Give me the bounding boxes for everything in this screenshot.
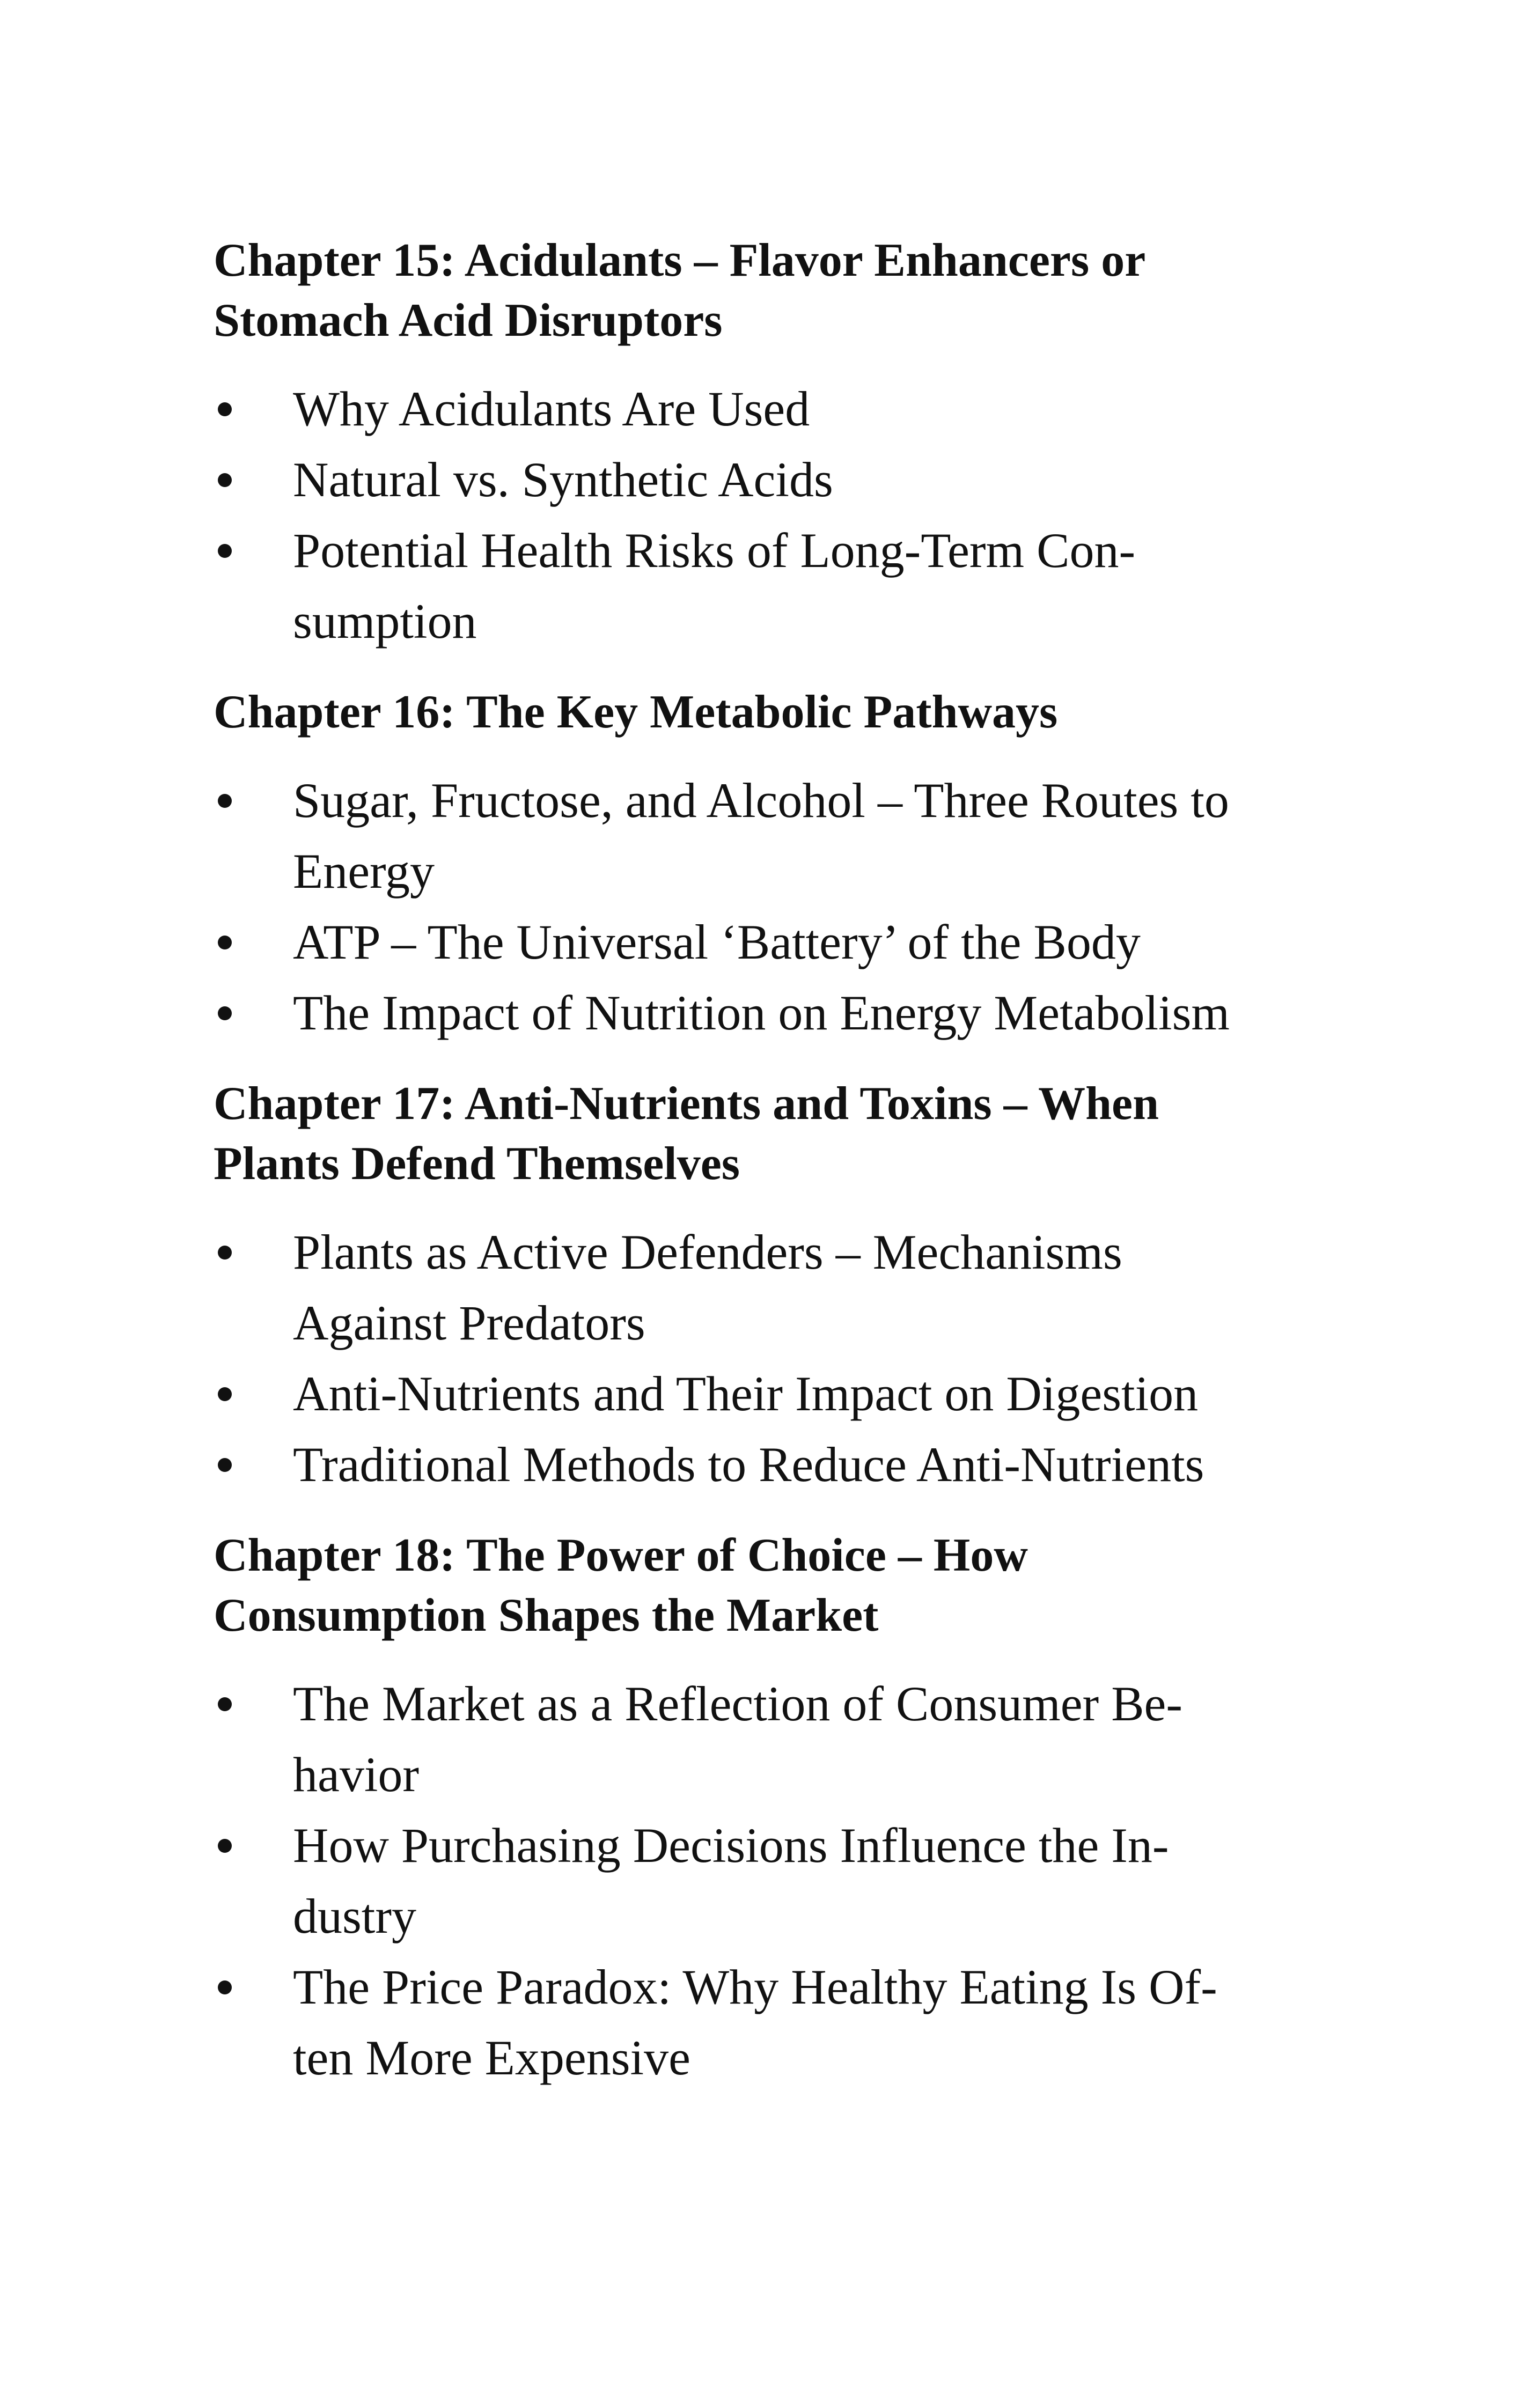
chapter-title-line: Chapter 17: Anti-Nutrients and Toxins – When [214, 1078, 1159, 1130]
chapter-section [214, 231, 1329, 657]
list-item [214, 1358, 1329, 1429]
bullet-icon [218, 1006, 232, 1020]
topic-list [214, 1217, 1329, 1500]
list-item [214, 1429, 1329, 1500]
list-item [214, 1810, 1329, 1952]
chapter-section [214, 1526, 1329, 2093]
list-item-text: havior [293, 1747, 420, 1802]
list-item [214, 1952, 1329, 2093]
list-item-text: Plants as Active Defenders – Mechanisms [293, 1225, 1122, 1279]
chapter-title [214, 231, 1329, 351]
chapter-title-line: Consumption Shapes the Market [214, 1589, 879, 1641]
list-item-text: Traditional Methods to Reduce Anti-Nutrients [293, 1437, 1204, 1492]
chapter-title [214, 1074, 1329, 1194]
list-item-text: ATP – The Universal ‘Battery’ of the Body [293, 915, 1141, 969]
list-item-text: The Market as a Reflection of Consumer Be- [293, 1676, 1183, 1731]
bullet-icon [218, 1839, 232, 1853]
list-item-text: Sugar, Fructose, and Alcohol – Three Routes to [293, 773, 1229, 828]
list-item [214, 515, 1329, 657]
chapter-section [214, 682, 1329, 1048]
list-item [214, 1668, 1329, 1810]
list-item-text: ten More Expensive [293, 2030, 690, 2085]
chapter-title [214, 682, 1329, 742]
table-of-contents [214, 231, 1329, 2093]
list-item [214, 373, 1329, 444]
list-item [214, 907, 1329, 977]
bullet-icon [218, 402, 232, 416]
list-item [214, 765, 1329, 907]
bullet-icon [218, 1980, 232, 1994]
list-item-text: Why Acidulants Are Used [293, 381, 810, 436]
bullet-icon [218, 1697, 232, 1711]
chapter-title [214, 1526, 1329, 1646]
list-item-text: Anti-Nutrients and Their Impact on Digestion [293, 1366, 1199, 1421]
list-item-text: The Impact of Nutrition on Energy Metabolism [293, 985, 1230, 1040]
list-item-text: Energy [293, 844, 435, 899]
chapter-title-line: Plants Defend Themselves [214, 1138, 740, 1190]
topic-list [214, 765, 1329, 1048]
bullet-icon [218, 1458, 232, 1472]
topic-list [214, 373, 1329, 657]
topic-list [214, 1668, 1329, 2093]
chapter-title-line: Chapter 16: The Key Metabolic Pathways [214, 686, 1058, 738]
list-item-text: sumption [293, 594, 477, 649]
list-item [214, 444, 1329, 515]
list-item-text: Against Predators [293, 1295, 645, 1350]
list-item-text: How Purchasing Decisions Influence the In- [293, 1818, 1169, 1873]
list-item-text: Potential Health Risks of Long-Term Con- [293, 523, 1136, 578]
chapter-title-line: Stomach Acid Disruptors [214, 294, 723, 347]
bullet-icon [218, 1387, 232, 1401]
list-item-text: Natural vs. Synthetic Acids [293, 452, 833, 507]
bullet-icon [218, 936, 232, 949]
chapter-title-line: Chapter 15: Acidulants – Flavor Enhancers or [214, 234, 1146, 286]
list-item-text: The Price Paradox: Why Healthy Eating Is Of- [293, 1960, 1217, 2014]
bullet-icon [218, 794, 232, 808]
chapter-title-line: Chapter 18: The Power of Choice – How [214, 1529, 1028, 1581]
bullet-icon [218, 1246, 232, 1260]
list-item [214, 1217, 1329, 1358]
chapter-section [214, 1074, 1329, 1500]
list-item [214, 977, 1329, 1048]
list-item-text: dustry [293, 1889, 416, 1943]
bullet-icon [218, 544, 232, 558]
bullet-icon [218, 473, 232, 487]
